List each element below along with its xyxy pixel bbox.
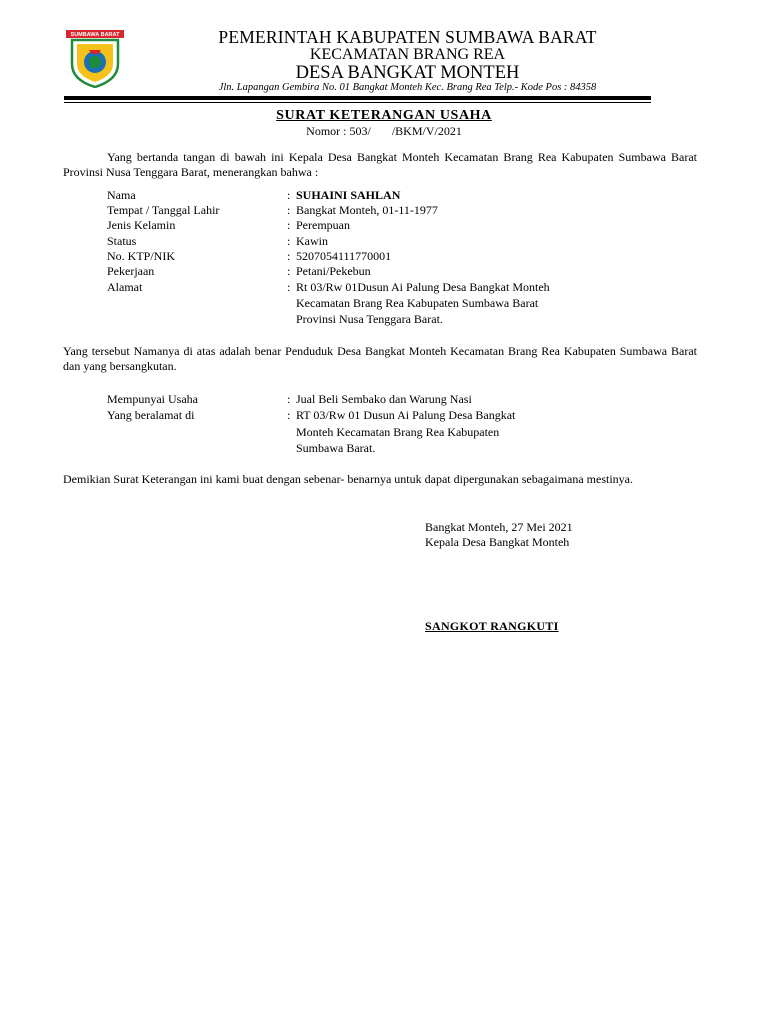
separator-colon: : xyxy=(287,188,291,202)
identity-value-status: Kawin xyxy=(296,234,328,248)
regency-emblem-logo xyxy=(66,30,124,88)
identity-value-gender: Perempuan xyxy=(296,218,350,232)
letterhead-village-name: DESA BANGKAT MONTEH xyxy=(295,63,520,83)
letterhead-rule-thick xyxy=(64,96,651,100)
business-value-address: RT 03/Rw 01 Dusun Ai Palung Desa Bangkat xyxy=(296,408,516,422)
identity-label-birth: Tempat / Tanggal Lahir xyxy=(107,203,220,217)
signature-position: Kepala Desa Bangkat Monteh xyxy=(425,535,570,549)
identity-label-status: Status xyxy=(107,234,137,248)
separator-colon: : xyxy=(287,408,291,422)
letterhead-district-name: KECAMATAN BRANG REA xyxy=(309,46,506,63)
statement-paragraph: Yang tersebut Namanya di atas adalah benar Penduduk Desa Bangkat Monteh Kecamatan Brang Rea Kabupaten Sumbawa Barat dan yang bersangkutan. xyxy=(63,344,697,373)
identity-address-line-2: Kecamatan Brang Rea Kabupaten Sumbawa Barat xyxy=(296,296,539,310)
separator-colon: : xyxy=(287,280,291,294)
letterhead-rule-thin xyxy=(64,102,651,103)
identity-value-nik: 5207054111770001 xyxy=(296,249,392,263)
business-address-line-3: Sumbawa Barat. xyxy=(296,441,376,455)
identity-label-address: Alamat xyxy=(107,280,143,294)
business-label-address: Yang beralamat di xyxy=(107,408,195,422)
separator-colon: : xyxy=(287,203,291,217)
separator-colon: : xyxy=(287,392,291,406)
signature-place-date: Bangkat Monteh, 27 Mei 2021 xyxy=(425,520,573,534)
separator-colon: : xyxy=(287,249,291,263)
business-label-type: Mempunyai Usaha xyxy=(107,392,198,406)
document-title: SURAT KETERANGAN USAHA xyxy=(276,108,492,123)
letterhead-address: Jln. Lapangan Gembira No. 01 Bangkat Monteh Kec. Brang Rea Telp.- Kode Pos : 84358 xyxy=(218,82,597,93)
identity-label-gender: Jenis Kelamin xyxy=(107,218,176,232)
identity-label-occupation: Pekerjaan xyxy=(107,264,155,278)
identity-value-name: SUHAINI SAHLAN xyxy=(296,188,401,202)
business-value-type: Jual Beli Sembako dan Warung Nasi xyxy=(296,392,472,406)
identity-value-birth: Bangkat Monteh, 01-11-1977 xyxy=(296,203,438,217)
logo-banner-text: SUMBAWA BARAT xyxy=(70,32,120,38)
separator-colon: : xyxy=(287,234,291,248)
signature-name: SANGKOT RANGKUTI xyxy=(425,619,559,633)
closing-paragraph: Demikian Surat Keterangan ini kami buat dengan sebenar- benarnya untuk dapat dipergunakan sebagaimana mestinya. xyxy=(63,472,634,486)
identity-label-nik: No. KTP/NIK xyxy=(107,249,175,263)
separator-colon: : xyxy=(287,264,291,278)
identity-address-line-3: Provinsi Nusa Tenggara Barat. xyxy=(296,312,443,326)
document-number: Nomor : 503/ /BKM/V/2021 xyxy=(306,124,462,138)
intro-paragraph: Yang bertanda tangan di bawah ini Kepala Desa Bangkat Monteh Kecamatan Brang Rea Kabupaten Sumbawa Barat Provinsi Nusa Tenggara Barat, menerangkan bahwa : xyxy=(63,150,697,179)
letterhead-government-name: PEMERINTAH KABUPATEN SUMBAWA BARAT xyxy=(218,27,597,47)
identity-value-address: Rt 03/Rw 01Dusun Ai Palung Desa Bangkat Monteh xyxy=(296,280,550,294)
business-address-line-2: Monteh Kecamatan Brang Rea Kabupaten xyxy=(296,425,500,439)
separator-colon: : xyxy=(287,218,291,232)
identity-value-occupation: Petani/Pekebun xyxy=(296,264,371,278)
identity-label-name: Nama xyxy=(107,188,136,202)
